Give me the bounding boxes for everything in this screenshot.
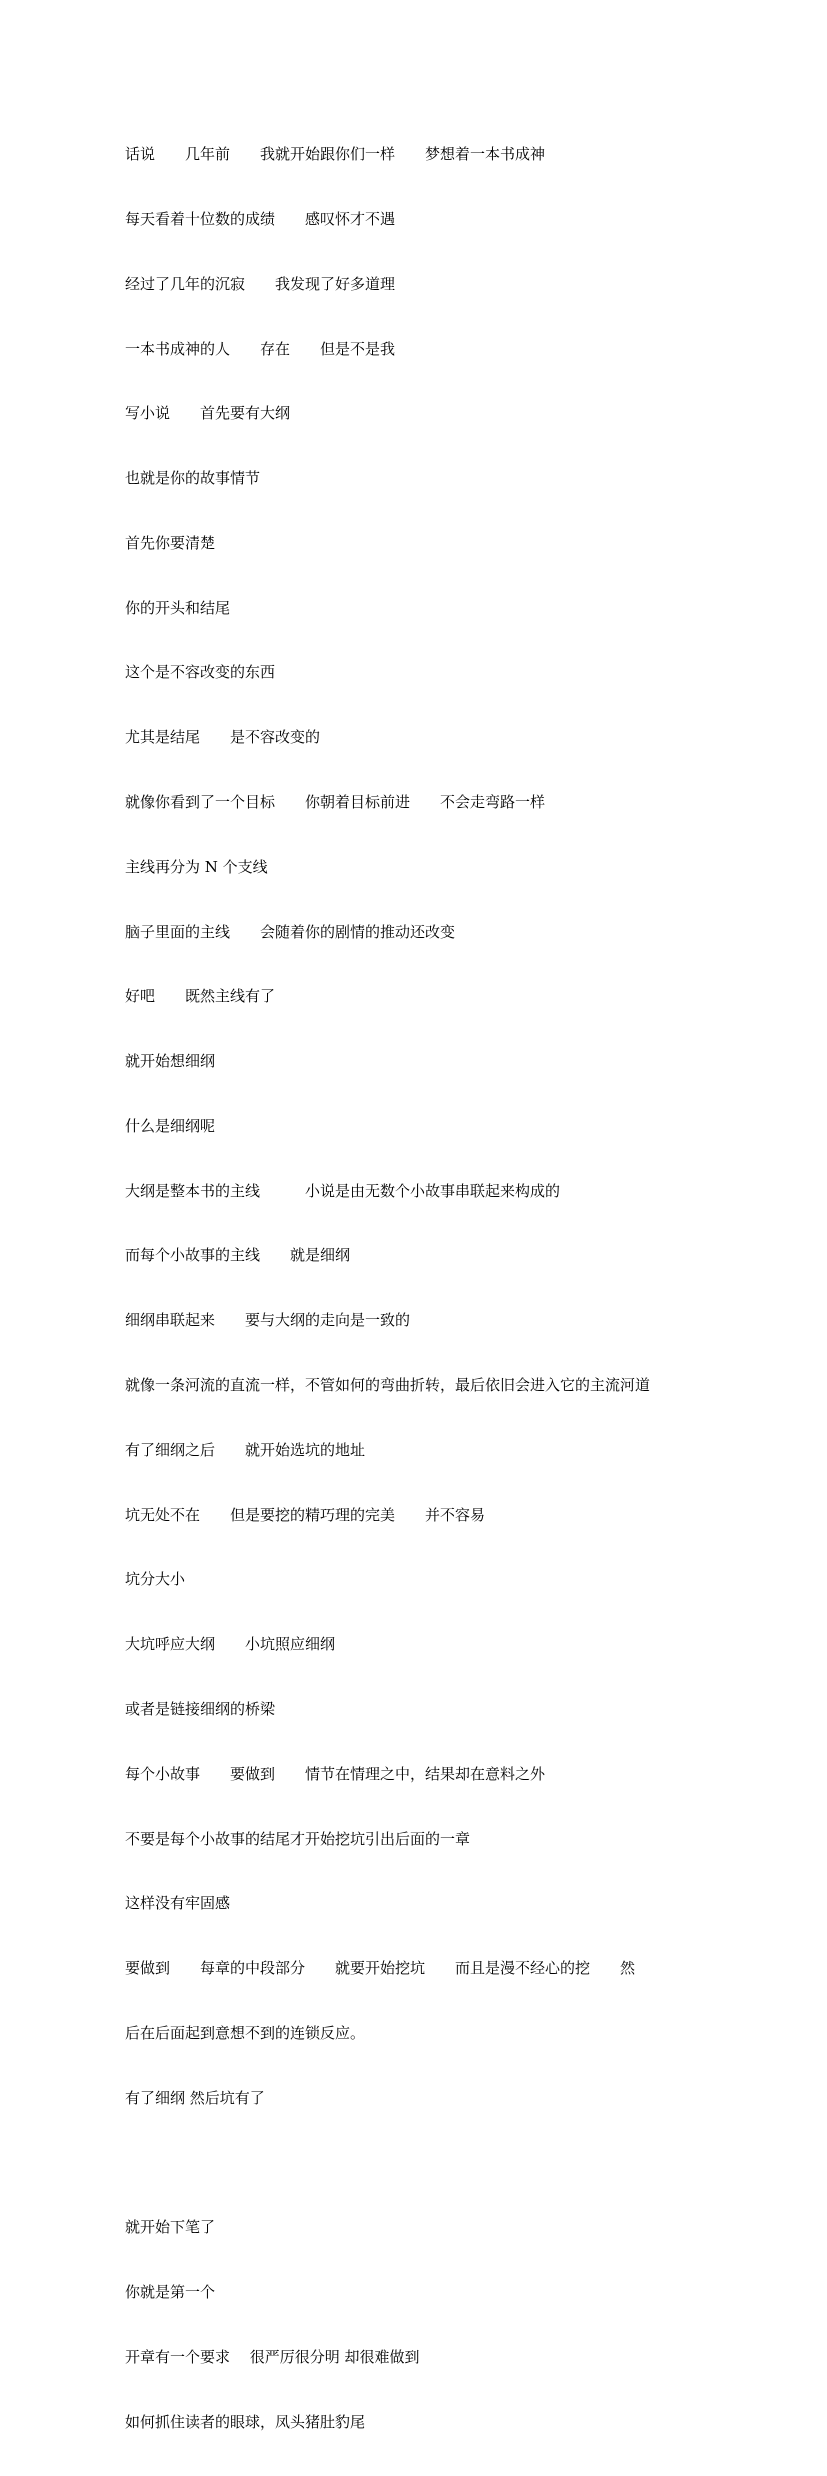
text-line: 什么是细纲呢 <box>125 1116 216 1135</box>
text-line: 每天看着十位数的成绩 感叹怀才不遇 <box>125 209 396 228</box>
text-line: 你就是第一个 <box>125 2282 216 2301</box>
text-line: 脑子里面的主线 会随着你的剧情的推动还改变 <box>125 922 456 941</box>
text-line: 大纲是整本书的主线 小说是由无数个小故事串联起来构成的 <box>125 1181 561 1200</box>
text-line: 就像你看到了一个目标 你朝着目标前进 不会走弯路一样 <box>125 793 546 811</box>
text-line: 写小说 首先要有大纲 <box>125 404 291 423</box>
text-line: 有了细纲 然后坑有了 <box>125 2088 265 2107</box>
text-line: 不要是每个小故事的结尾才开始挖坑引出后面的一章 <box>125 1829 471 1848</box>
text-line: 就开始下笔了 <box>125 2218 216 2237</box>
text-line: 话说 几年前 我就开始跟你们一样 梦想着一本书成神 <box>125 145 546 164</box>
text-line: 就开始想细纲 <box>125 1052 216 1071</box>
text-line: 首先你要清楚 <box>125 533 216 552</box>
text-line: 尤其是结尾 是不容改变的 <box>125 728 321 747</box>
text-line: 或者是链接细纲的桥梁 <box>125 1699 276 1718</box>
text-line: 坑无处不在 但是要挖的精巧理的完美 并不容易 <box>125 1505 486 1524</box>
text-line: 每个小故事 要做到 情节在情理之中，结果却在意料之外 <box>125 1764 546 1783</box>
text-line: 这个是不容改变的东西 <box>125 663 276 682</box>
text-line: 好吧 既然主线有了 <box>125 987 276 1006</box>
text-line: 而每个小故事的主线 就是细纲 <box>125 1246 351 1265</box>
text-line: 细纲串联起来 要与大纲的走向是一致的 <box>125 1311 411 1330</box>
blank-line <box>125 2152 715 2174</box>
text-line: 如何抓住读者的眼球，凤头猪肚豹尾 <box>125 2412 366 2431</box>
text-line: 坑分大小 <box>125 1570 186 1589</box>
document-body <box>125 101 715 2476</box>
text-line: 就像一条河流的直流一样，不管如何的弯曲折转，最后依旧会进入它的主流河道 <box>125 1376 651 1395</box>
text-line: 也就是你的故事情节 <box>125 469 261 488</box>
text-line: 你的开头和结尾 <box>125 598 231 617</box>
text-line: 大坑呼应大纲 小坑照应细纲 <box>125 1635 336 1654</box>
text-line: 经过了几年的沉寂 我发现了好多道理 <box>125 274 396 293</box>
text-line: 要做到 每章的中段部分 就要开始挖坑 而且是漫不经心的挖 然 <box>125 1959 636 1978</box>
text-line: 这样没有牢固感 <box>125 1894 231 1913</box>
text-line: 开章有一个要求 很严厉很分明 却很难做到 <box>125 2347 420 2366</box>
text-line: 主线再分为 N 个支线 <box>125 857 268 876</box>
text-line: 有了细纲之后 就开始选坑的地址 <box>125 1440 366 1459</box>
text-line: 一本书成神的人 存在 但是不是我 <box>125 339 396 358</box>
text-line: 后在后面起到意想不到的连锁反应。 <box>125 2023 366 2042</box>
